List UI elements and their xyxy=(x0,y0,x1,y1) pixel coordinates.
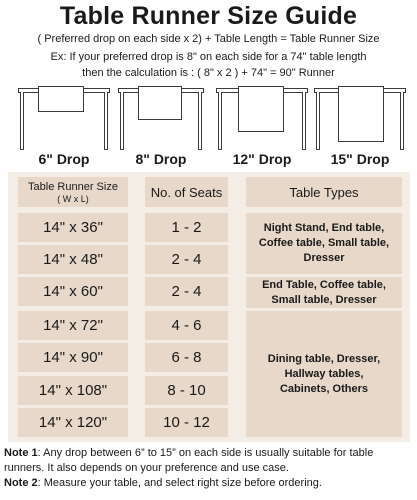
table-leg xyxy=(400,92,404,150)
table-types-medium: End Table, Coffee table, Small table, Dresser xyxy=(246,277,402,308)
table-leg xyxy=(20,92,24,150)
table-leg xyxy=(302,92,306,150)
formula-text: ( Preferred drop on each side x 2) + Table Length = Table Runner Size xyxy=(37,33,380,45)
note-2 xyxy=(4,476,414,491)
note-1-text: : Any drop between 6” to 15” on each side is usually suitable for table runners. It also depends on your preference and use case. xyxy=(4,447,374,474)
example-line-1: Ex: If your preferred drop is 8" on each side for a 74" table length xyxy=(50,51,367,63)
runner-shape xyxy=(138,86,182,120)
row-4-seats: 4 - 6 xyxy=(145,311,228,340)
table-types-small: Night Stand, End table, Coffee table, Small table, Dresser xyxy=(246,213,402,274)
row-1-seats: 1 - 2 xyxy=(145,213,228,242)
row-6-seats: 8 - 10 xyxy=(145,376,228,405)
header-table-runner-size xyxy=(18,177,128,207)
table-illustration-6-drop xyxy=(18,86,110,150)
runner-shape xyxy=(238,86,284,132)
row-2-size: 14" x 48" xyxy=(18,245,128,274)
header-table-types: Table Types xyxy=(246,177,402,207)
header-size-sub: ( W x L) xyxy=(57,193,89,204)
row-1-size: 14" x 36" xyxy=(18,213,128,242)
row-3-size: 14" x 60" xyxy=(18,277,128,306)
table-leg xyxy=(120,92,124,150)
row-2-seats: 2 - 4 xyxy=(145,245,228,274)
row-4-size: 14" x 72" xyxy=(18,311,128,340)
note-1-label: Note 1 xyxy=(4,447,38,459)
row-7-seats: 10 - 12 xyxy=(145,408,228,437)
drop-label-6: 6" Drop xyxy=(38,151,90,167)
table-leg xyxy=(218,92,222,150)
note-1 xyxy=(4,446,414,476)
runner-shape xyxy=(38,86,84,112)
note-2-label: Note 2 xyxy=(4,477,38,489)
notes-section xyxy=(4,446,414,491)
drop-label-8: 8" Drop xyxy=(135,151,187,167)
drop-label-12: 12" Drop xyxy=(232,151,292,167)
page-title: Table Runner Size Guide xyxy=(59,2,358,30)
header-size-label: Table Runner Size xyxy=(28,180,118,193)
table-illustration-8-drop xyxy=(118,86,204,150)
note-2-text: : Measure your table, and select right size before ordering. xyxy=(37,477,322,489)
table-leg xyxy=(104,92,108,150)
row-6-size: 14" x 108" xyxy=(18,376,128,405)
table-leg xyxy=(198,92,202,150)
row-3-seats: 2 - 4 xyxy=(145,277,228,306)
row-5-size: 14" x 90" xyxy=(18,343,128,372)
header-no-of-seats: No. of Seats xyxy=(145,177,228,207)
table-leg xyxy=(316,92,320,150)
table-illustration-15-drop xyxy=(314,86,406,150)
row-7-size: 14" x 120" xyxy=(18,408,128,437)
table-types-large: Dining table, Dresser, Hallway tables, Cabinets, Others xyxy=(246,311,402,437)
row-5-seats: 6 - 8 xyxy=(145,343,228,372)
runner-shape xyxy=(338,86,384,142)
table-illustration-12-drop xyxy=(216,86,308,150)
drop-label-15: 15" Drop xyxy=(330,151,390,167)
example-line-2: then the calculation is : ( 8" x 2 ) + 74" = 90" Runner xyxy=(82,67,335,79)
